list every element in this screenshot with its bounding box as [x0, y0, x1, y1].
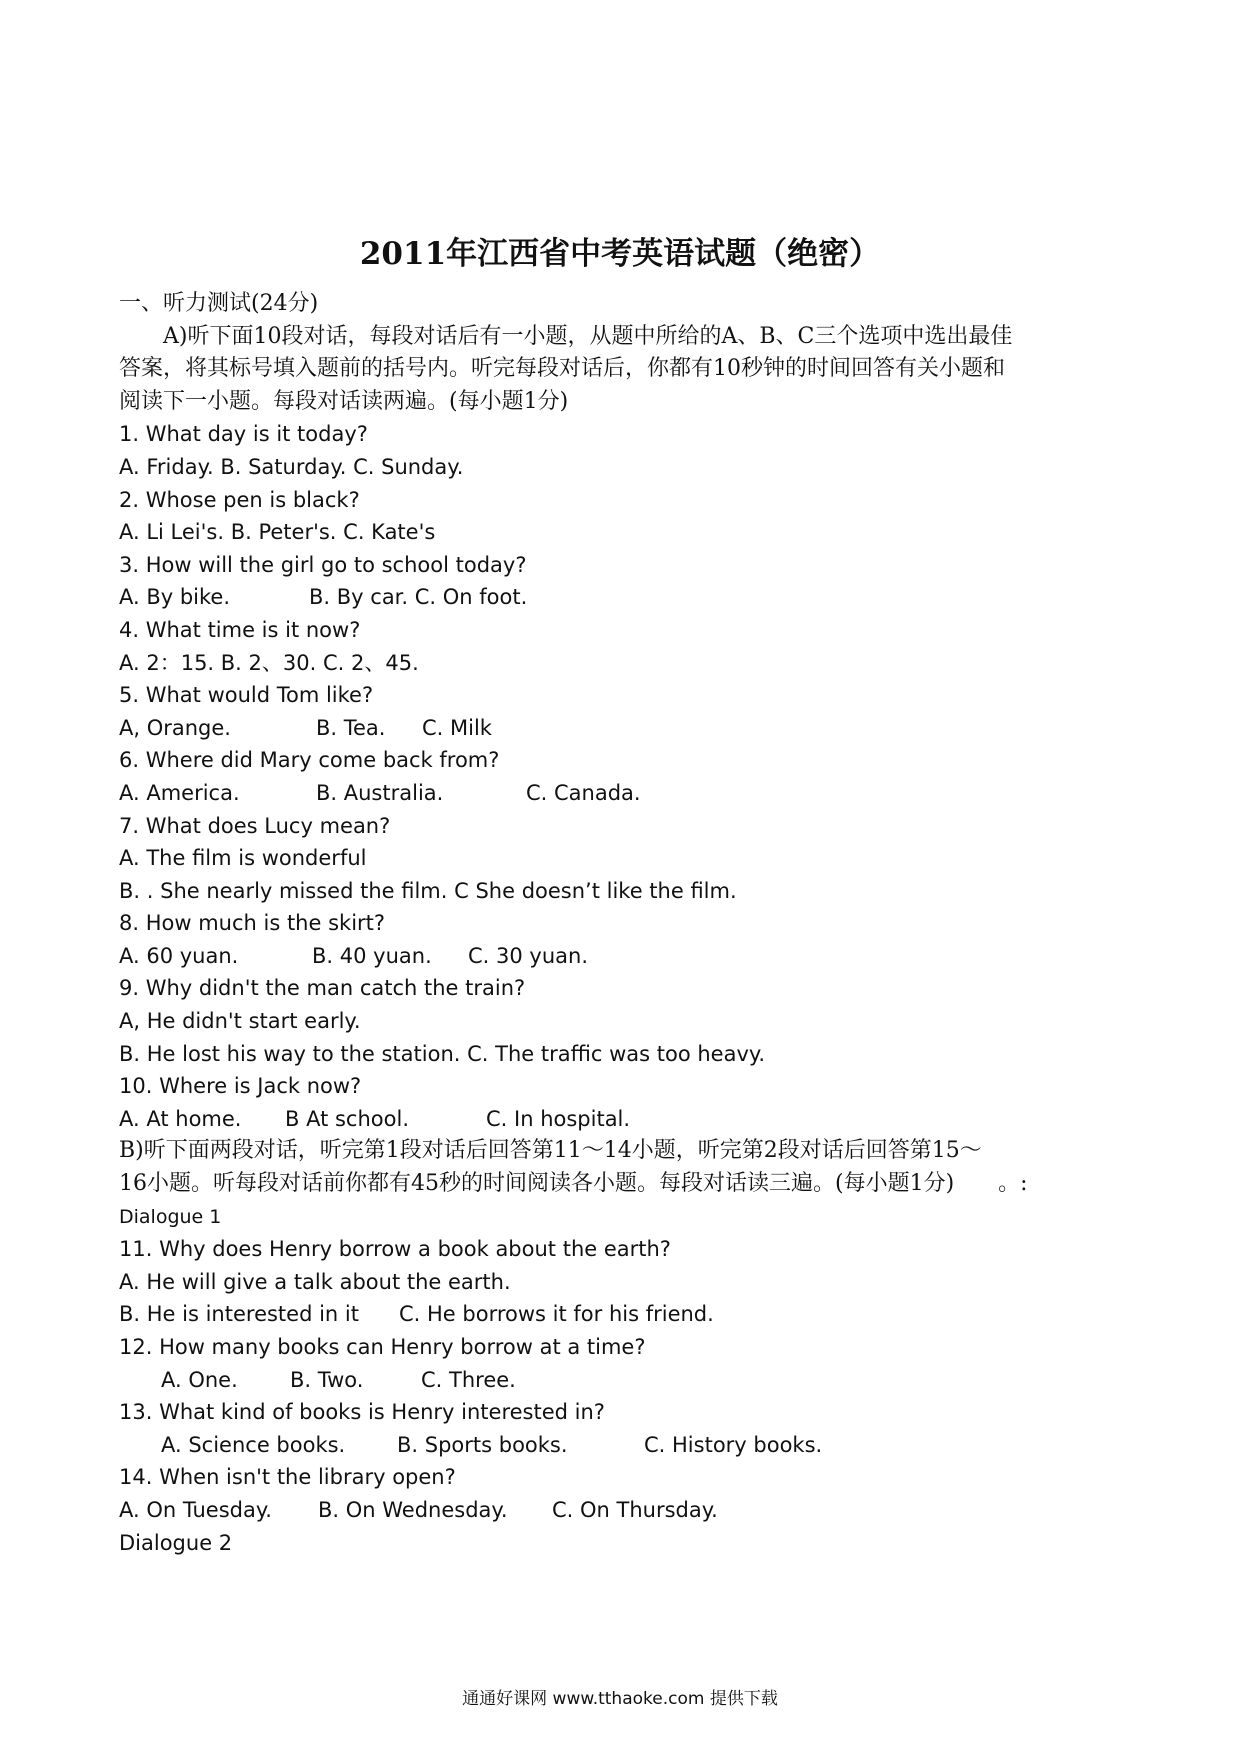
- question-text: 7. What does Lucy mean?: [119, 813, 391, 838]
- option-a: A. America.: [119, 780, 240, 805]
- question-text: 3. How will the girl go to school today?: [119, 552, 527, 577]
- question-text: 8. How much is the skirt?: [119, 911, 386, 936]
- option-b: B. He is interested in it: [119, 1302, 359, 1327]
- answer-options: A. 2：15. B. 2、30. C. 2、45.: [119, 650, 419, 675]
- option-b: B. Australia.: [316, 780, 444, 805]
- answer-options: [119, 940, 1129, 973]
- question-text: 9. Why didn't the man catch the train?: [119, 976, 526, 1001]
- option-c: C. Canada.: [526, 780, 641, 805]
- part-b-intro-line: B)听下面两段对话，听完第1段对话后回答第11～14小题，听完第2段对话后回答第15～: [119, 1138, 982, 1164]
- option-a: A. By bike.: [119, 585, 231, 610]
- option-b: B. Two.: [290, 1367, 364, 1392]
- page-title: 2011年江西省中考英语试题（绝密）: [359, 236, 881, 272]
- option-b: B. Sports books.: [397, 1432, 568, 1457]
- answer-options: A. He will give a talk about the earth.: [119, 1269, 511, 1294]
- section-heading: 一、听力测试(24分): [119, 291, 319, 316]
- option-b: B. On Wednesday.: [318, 1497, 508, 1522]
- answer-options: [119, 1429, 1129, 1462]
- option-a: A. Science books.: [161, 1432, 346, 1457]
- question-text: 10. Where is Jack now?: [119, 1074, 362, 1099]
- option-a: A. At home.: [119, 1106, 242, 1131]
- answer-options: [119, 581, 1129, 614]
- answer-options: A. The film is wonderful: [119, 846, 367, 871]
- option-b: B. Tea.: [316, 715, 386, 740]
- answer-options: [119, 1364, 1129, 1397]
- option-c: C. On Thursday.: [552, 1497, 718, 1522]
- question-text: 2. Whose pen is black?: [119, 487, 360, 512]
- answer-options: B. . She nearly missed the film. C She doesn’t like the film.: [119, 878, 737, 903]
- page-footer: 通通好课网 www.tthaoke.com 提供下载: [462, 1689, 778, 1709]
- question-text: 14. When isn't the library open?: [119, 1465, 456, 1490]
- answer-options: A. Li Lei's. B. Peter's. C. Kate's: [119, 520, 436, 545]
- dialogue-label: Dialogue 1: [119, 1205, 222, 1228]
- option-a: A. On Tuesday.: [119, 1497, 272, 1522]
- option-c: C. 30 yuan.: [468, 943, 589, 968]
- answer-options: [119, 1103, 1129, 1136]
- question-text: 1. What day is it today?: [119, 422, 368, 447]
- option-b: B At school.: [285, 1106, 409, 1131]
- answer-options: [119, 1298, 1129, 1331]
- part-a-intro-line: 答案，将其标号填入题前的括号内。听完每段对话后，你都有10秒钟的时间回答有关小题和: [119, 356, 1005, 382]
- option-a: A, Orange.: [119, 715, 231, 740]
- option-c: C. In hospital.: [486, 1106, 631, 1131]
- option-c: C. History books.: [644, 1432, 823, 1457]
- answer-options: B. He lost his way to the station. C. The traffic was too heavy.: [119, 1041, 766, 1066]
- question-text: 6. Where did Mary come back from?: [119, 748, 500, 773]
- question-text: 4. What time is it now?: [119, 617, 361, 642]
- answer-options: [119, 777, 1129, 810]
- answer-options: [119, 1494, 1129, 1527]
- answer-options: A. Friday. B. Saturday. C. Sunday.: [119, 454, 464, 479]
- dialogue-label: Dialogue 2: [119, 1530, 233, 1555]
- option-a: A. One.: [161, 1367, 238, 1392]
- question-text: 13. What kind of books is Henry interested in?: [119, 1400, 605, 1425]
- part-a-intro-line: A)听下面10段对话，每段对话后有一小题，从题中所给的A、B、C三个选项中选出最佳: [163, 323, 1013, 349]
- option-b-c: B. By car. C. On foot.: [309, 585, 528, 610]
- question-text: 5. What would Tom like?: [119, 683, 374, 708]
- option-b: B. 40 yuan.: [312, 943, 432, 968]
- part-b-intro-line: 16小题。听每段对话前你都有45秒的时间阅读各小题。每段对话读三遍。(每小题1分) 。:: [119, 1171, 1028, 1197]
- answer-options: A, He didn't start early.: [119, 1009, 361, 1034]
- question-text: 12. How many books can Henry borrow at a time?: [119, 1335, 646, 1359]
- option-a: A. 60 yuan.: [119, 943, 239, 968]
- option-c: C. He borrows it for his friend.: [399, 1302, 714, 1327]
- option-c: C. Three.: [421, 1367, 516, 1392]
- document-body: [119, 288, 1129, 1559]
- option-c: C. Milk: [422, 715, 492, 740]
- answer-options: [119, 712, 1129, 745]
- part-a-intro-line: 阅读下一小题。每段对话读两遍。(每小题1分): [119, 388, 569, 414]
- question-text: 11. Why does Henry borrow a book about the earth?: [119, 1237, 671, 1262]
